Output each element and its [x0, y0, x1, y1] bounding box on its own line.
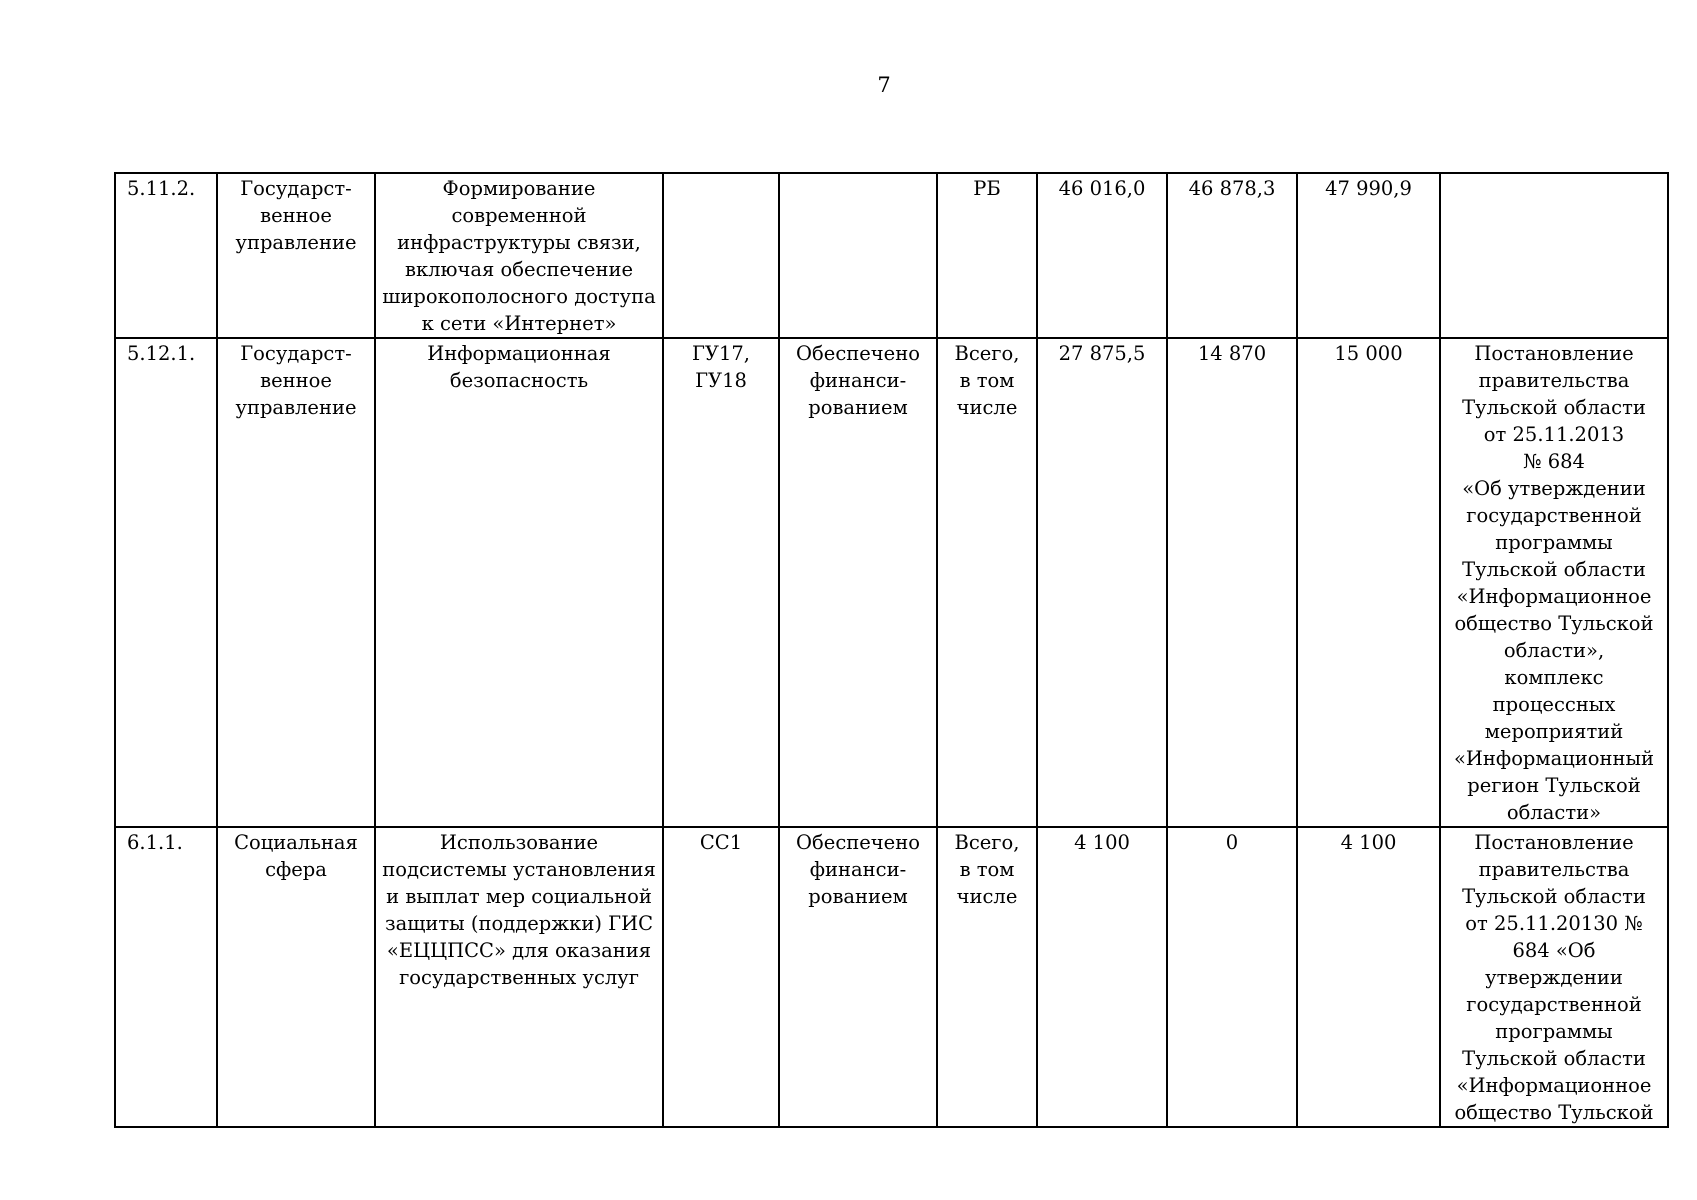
basis-line: правительства: [1478, 858, 1630, 881]
area-line: Государст-: [240, 177, 352, 200]
status-cell: [779, 173, 937, 338]
area-cell: [217, 173, 375, 338]
basis-line: Тульской области: [1462, 1047, 1646, 1070]
name-line: безопасность: [449, 369, 589, 392]
value-2-cell: 46 878,3: [1167, 173, 1297, 338]
basis-line: утверждении: [1485, 966, 1623, 989]
name-line: широкополосного доступа: [382, 285, 656, 308]
code-line: СС1: [699, 831, 743, 854]
basis-line: «Информационное: [1456, 585, 1652, 608]
basis-line: от 25.11.2013: [1483, 423, 1625, 446]
code-cell: [663, 173, 779, 338]
value-3-cell: 15 000: [1297, 338, 1440, 827]
name-line: защиты (поддержки) ГИС: [384, 912, 654, 935]
basis-line: Постановление: [1474, 342, 1634, 365]
source-cell: [937, 173, 1037, 338]
area-cell: [217, 827, 375, 1127]
basis-line: общество Тульской: [1454, 612, 1654, 635]
value-1-cell: 46 016,0: [1037, 173, 1167, 338]
code-line: ГУ18: [695, 369, 747, 392]
status-line: рованием: [808, 396, 908, 419]
value-1-cell: 27 875,5: [1037, 338, 1167, 827]
basis-line: государственной: [1466, 993, 1642, 1016]
source-line: Всего,: [954, 342, 1020, 365]
status-line: Обеспечено: [796, 342, 920, 365]
basis-line: области»: [1506, 801, 1602, 824]
code-line: ГУ17,: [691, 342, 750, 365]
basis-cell: [1440, 338, 1668, 827]
name-line: государственных услуг: [399, 966, 639, 989]
basis-line: программы: [1495, 531, 1613, 554]
value-1-cell: 4 100: [1037, 827, 1167, 1127]
basis-line: «Информационный: [1454, 747, 1654, 770]
basis-line: № 684: [1523, 450, 1585, 473]
basis-line: правительства: [1478, 369, 1630, 392]
source-line: в том: [959, 369, 1015, 392]
name-line: подсистемы установления: [382, 858, 656, 881]
area-line: управление: [235, 231, 357, 254]
name-line: Использование: [439, 831, 599, 854]
row-number: 5.11.2.: [115, 173, 217, 338]
status-cell: [779, 827, 937, 1127]
basis-line: Постановление: [1474, 831, 1634, 854]
name-cell: [375, 173, 663, 338]
value-3-cell: 47 990,9: [1297, 173, 1440, 338]
basis-line: комплекс: [1504, 666, 1604, 689]
name-line: включая обеспечение: [405, 258, 633, 281]
value-2-cell: 14 870: [1167, 338, 1297, 827]
basis-line: области»,: [1503, 639, 1605, 662]
basis-line: мероприятий: [1484, 720, 1624, 743]
source-cell: [937, 338, 1037, 827]
name-line: Информационная: [427, 342, 611, 365]
table-row: [115, 338, 1668, 827]
table-row: [115, 827, 1668, 1127]
basis-cell: [1440, 173, 1668, 338]
name-line: к сети «Интернет»: [421, 312, 617, 335]
status-line: рованием: [808, 885, 908, 908]
status-line: Обеспечено: [796, 831, 920, 854]
basis-line: Тульской области: [1462, 885, 1646, 908]
name-cell: [375, 338, 663, 827]
name-line: и выплат мер социальной: [386, 885, 652, 908]
row-number: 5.12.1.: [115, 338, 217, 827]
code-cell: [663, 827, 779, 1127]
name-line: Формирование: [442, 177, 596, 200]
status-line: финанси-: [809, 858, 907, 881]
basis-line: 684 «Об: [1512, 939, 1596, 962]
basis-line: Тульской области: [1462, 396, 1646, 419]
source-line: в том: [959, 858, 1015, 881]
source-line: числе: [956, 885, 1018, 908]
row-number: 6.1.1.: [115, 827, 217, 1127]
code-cell: [663, 338, 779, 827]
name-line: современной: [451, 204, 587, 227]
basis-line: государственной: [1466, 504, 1642, 527]
value-2-cell: 0: [1167, 827, 1297, 1127]
area-line: Государст-: [240, 342, 352, 365]
page-number: 7: [877, 73, 891, 97]
area-line: Социальная: [234, 831, 358, 854]
value-3-cell: 4 100: [1297, 827, 1440, 1127]
status-line: финанси-: [809, 369, 907, 392]
basis-line: программы: [1495, 1020, 1613, 1043]
basis-cell: [1440, 827, 1668, 1127]
area-line: венное: [260, 204, 332, 227]
area-cell: [217, 338, 375, 827]
area-line: сфера: [265, 858, 327, 881]
basis-line: регион Тульской: [1467, 774, 1641, 797]
basis-line: Тульской области: [1462, 558, 1646, 581]
source-line: РБ: [973, 177, 1001, 200]
document-table: [114, 172, 1669, 1128]
basis-line: от 25.11.20130 №: [1465, 912, 1643, 935]
basis-line: процессных: [1492, 693, 1616, 716]
basis-line: «Информационное: [1456, 1074, 1652, 1097]
basis-line: «Об утверждении: [1462, 477, 1646, 500]
status-cell: [779, 338, 937, 827]
source-cell: [937, 827, 1037, 1127]
name-line: инфраструктуры связи,: [397, 231, 641, 254]
area-line: управление: [235, 396, 357, 419]
area-line: венное: [260, 369, 332, 392]
name-line: «ЕЦЦПСС» для оказания: [386, 939, 652, 962]
basis-line: общество Тульской: [1454, 1101, 1654, 1124]
source-line: числе: [956, 396, 1018, 419]
source-line: Всего,: [954, 831, 1020, 854]
table-row: [115, 173, 1668, 338]
name-cell: [375, 827, 663, 1127]
